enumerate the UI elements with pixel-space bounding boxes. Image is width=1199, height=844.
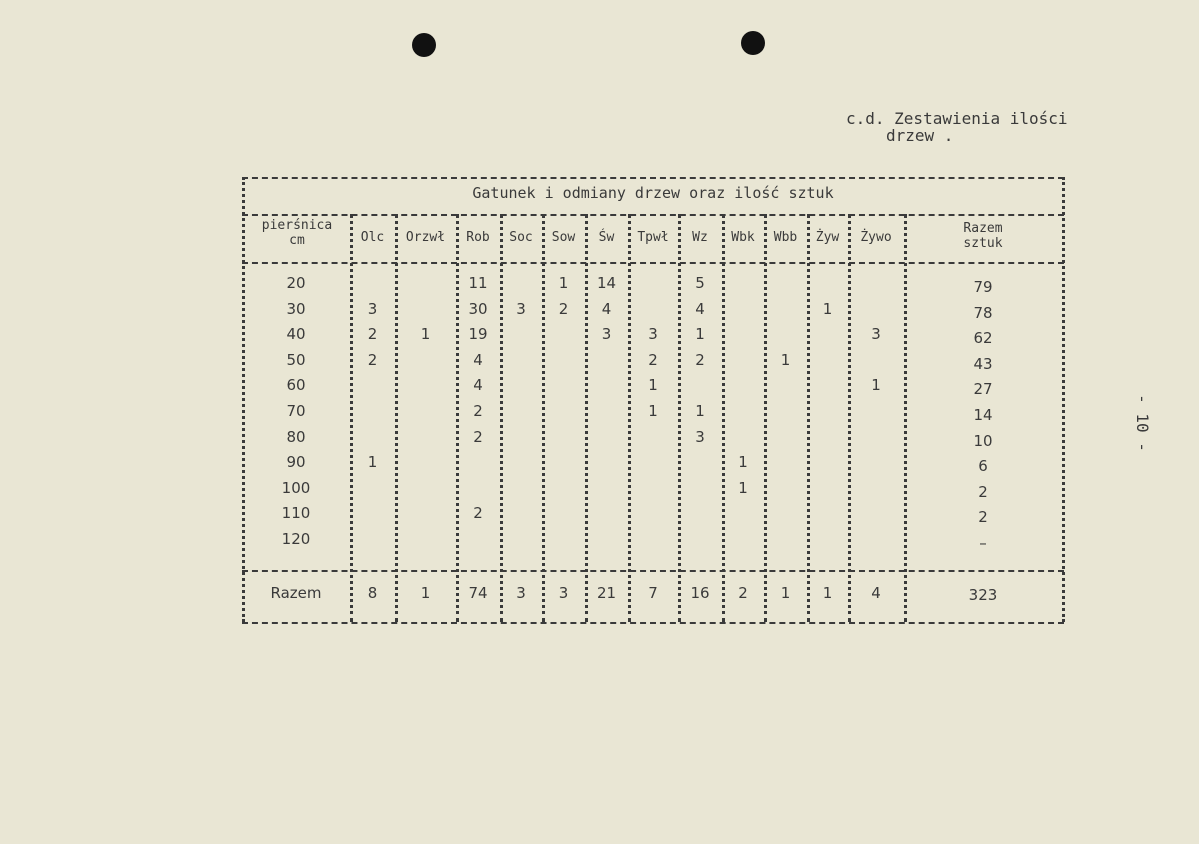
table-cell: 11 [468,274,488,292]
row-total: 14 [973,406,993,424]
species-header: Wbk [731,230,755,245]
row-diameter-label: 20 [286,274,306,292]
table-cell: 3 [871,325,881,344]
totals-cell: 8 [367,584,378,602]
column-separator-dotted [848,214,851,622]
table-rule [242,622,1064,624]
row-total: 10 [973,431,993,450]
row-diameter-label: 30 [286,299,306,318]
page-heading [846,110,1068,144]
table-cell: 3 [601,325,612,344]
table-border-dotted [1062,177,1065,622]
column-separator-dotted [350,214,353,622]
column-separator-dotted [764,214,767,622]
species-header: Sow [551,230,576,245]
totals-cell: 2 [738,584,748,602]
header-line: cm [289,233,305,248]
species-header: Wz [692,230,708,245]
row-total: 27 [973,380,993,399]
row-total: 78 [973,303,993,322]
table-cell: 1 [780,350,791,369]
table-cell: 4 [473,376,483,395]
table-cell: 5 [695,274,705,292]
column-separator-dotted [500,214,503,622]
species-header: Św [598,230,615,245]
table-cell: 2 [558,299,569,318]
heading-line-1: c.d. Zestawienia ilości [846,109,1068,128]
row-diameter-label: 60 [286,376,306,395]
table-cell: 3 [367,299,378,318]
diameter-header [244,218,350,248]
table-cell: 2 [648,350,658,369]
totals-cell: 3 [516,584,526,602]
row-diameter-label: 90 [286,453,306,472]
table-cell: 1 [695,402,705,420]
row-diameter-label: 110 [281,504,311,523]
totals-cell: 4 [871,584,881,602]
row-diameter-label: 80 [286,427,306,446]
row-total: 79 [973,278,993,296]
table-cell: 2 [473,504,483,523]
group-header: Gatunek i odmiany drzew oraz ilość sztuk [472,184,834,202]
column-separator-dotted [395,214,398,622]
row-diameter-label: 120 [281,530,311,548]
totals-cell: 1 [822,584,833,602]
table-cell: 1 [695,325,705,344]
table-cell: 2 [367,325,378,344]
header-line: sztuk [963,236,1003,251]
table-rule [242,177,1064,179]
table-cell: 1 [648,402,658,420]
table-cell: 14 [596,274,617,292]
column-separator-dotted [722,214,725,622]
punch-hole-right [741,31,765,55]
totals-cell: 16 [690,584,710,602]
table-rule [242,262,1064,264]
table-cell: 4 [473,350,483,369]
table-cell: 4 [695,299,705,318]
table-cell: 19 [468,325,488,344]
row-total: 43 [973,354,993,373]
table-cell: 1 [367,453,378,472]
species-header: Orzwł [405,230,446,245]
table-cell: 4 [601,299,612,318]
header-line: Razem [963,221,1003,236]
totals-label: Razem [270,584,322,602]
tree-count-table [242,172,1064,624]
row-total: – [979,534,987,552]
punch-hole-left [412,33,436,57]
species-header: Żyw [815,230,840,245]
row-diameter-label: 40 [286,325,306,344]
row-total: 6 [978,457,988,476]
table-cell: 1 [738,453,748,472]
species-header: Wbb [773,230,798,245]
row-diameter-label: 50 [286,350,306,369]
table-cell: 1 [648,376,658,395]
page-number: - 10 - [1133,394,1153,452]
row-total: 2 [978,508,988,527]
table-cell: 3 [695,427,705,446]
species-header: Tpwł [637,230,669,245]
table-cell: 2 [473,402,483,420]
table-cell: 1 [738,478,748,497]
table-cell: 2 [695,350,705,369]
grand-total: 323 [968,586,998,604]
row-total: 2 [978,482,988,501]
row-total: 62 [973,329,993,348]
totals-cell: 74 [468,584,488,602]
table-cell: 2 [473,427,483,446]
row-diameter-label: 70 [286,402,306,420]
table-cell: 1 [822,299,833,318]
totals-cell: 21 [596,584,617,602]
table-cell: 1 [558,274,569,292]
totals-cell: 1 [780,584,791,602]
table-cell: 1 [871,376,881,395]
totals-cell: 1 [420,584,431,602]
species-header: Rob [466,230,490,245]
table-cell: 30 [468,299,488,318]
header-line: pierśnica [261,218,333,233]
column-separator-dotted [807,214,810,622]
species-header: Żywo [860,230,892,245]
species-header: Soc [509,230,533,245]
table-cell: 1 [420,325,431,344]
row-diameter-label: 100 [281,478,311,497]
total-header [904,221,1062,251]
totals-cell: 3 [558,584,569,602]
table-cell: 2 [367,350,378,369]
table-cell: 3 [516,299,526,318]
heading-line-2: drzew . [886,126,954,145]
totals-cell: 7 [648,584,658,602]
species-header: Olc [360,230,385,245]
table-rule [242,570,1064,572]
table-cell: 3 [648,325,658,344]
table-rule [242,214,1064,216]
